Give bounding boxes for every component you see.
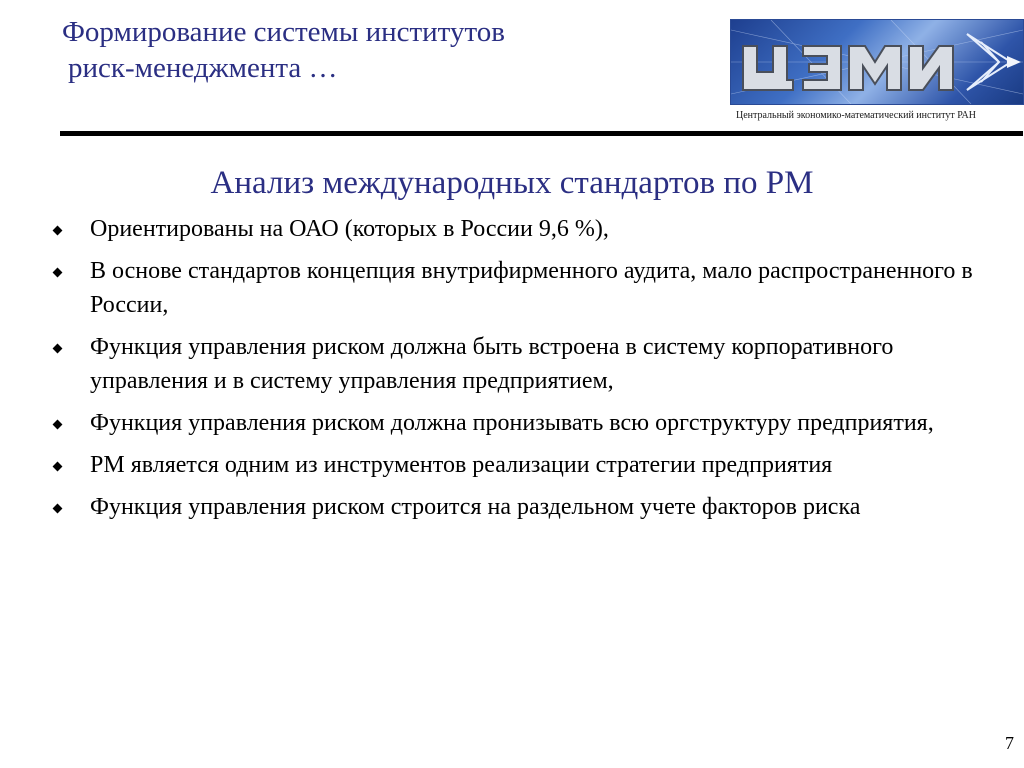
header-divider xyxy=(60,131,1023,136)
diamond-bullet-icon xyxy=(53,344,63,354)
bullet-item xyxy=(52,490,992,524)
bullet-list xyxy=(52,212,992,532)
header-title-line1: Формирование системы институтов xyxy=(62,16,505,48)
bullet-item xyxy=(52,254,992,322)
bullet-text: РМ является одним из инструментов реализации стратегии предприятия xyxy=(90,452,833,478)
bullet-item xyxy=(52,406,992,440)
cemi-logo-icon xyxy=(730,19,1024,105)
logo-caption: Центральный экономико-математический институт РАН xyxy=(736,110,976,121)
slide-subtitle: Анализ международных стандартов по РМ xyxy=(210,165,814,201)
header-title-line2: риск-менеджмента … xyxy=(68,52,338,84)
page-number: 7 xyxy=(1005,733,1014,753)
bullet-text: В основе стандартов концепция внутрифирменного аудита, мало распространенного в России, xyxy=(90,258,973,318)
bullet-text: Ориентированы на ОАО (которых в России 9,6 %), xyxy=(90,216,609,242)
bullet-item xyxy=(52,448,992,482)
bullet-text: Функция управления риском должна пронизывать всю оргструктуру предприятия, xyxy=(90,410,934,436)
bullet-item xyxy=(52,212,992,246)
header-title xyxy=(62,14,702,86)
bullet-text: Функция управления риском строится на раздельном учете факторов риска xyxy=(90,494,861,520)
diamond-bullet-icon xyxy=(53,268,63,278)
diamond-bullet-icon xyxy=(53,420,63,430)
bullet-item xyxy=(52,330,992,398)
diamond-bullet-icon xyxy=(53,504,63,514)
diamond-bullet-icon xyxy=(53,226,63,236)
diamond-bullet-icon xyxy=(53,462,63,472)
bullet-text: Функция управления риском должна быть встроена в систему корпоративного управления и в систему управления предприятием, xyxy=(90,334,894,394)
